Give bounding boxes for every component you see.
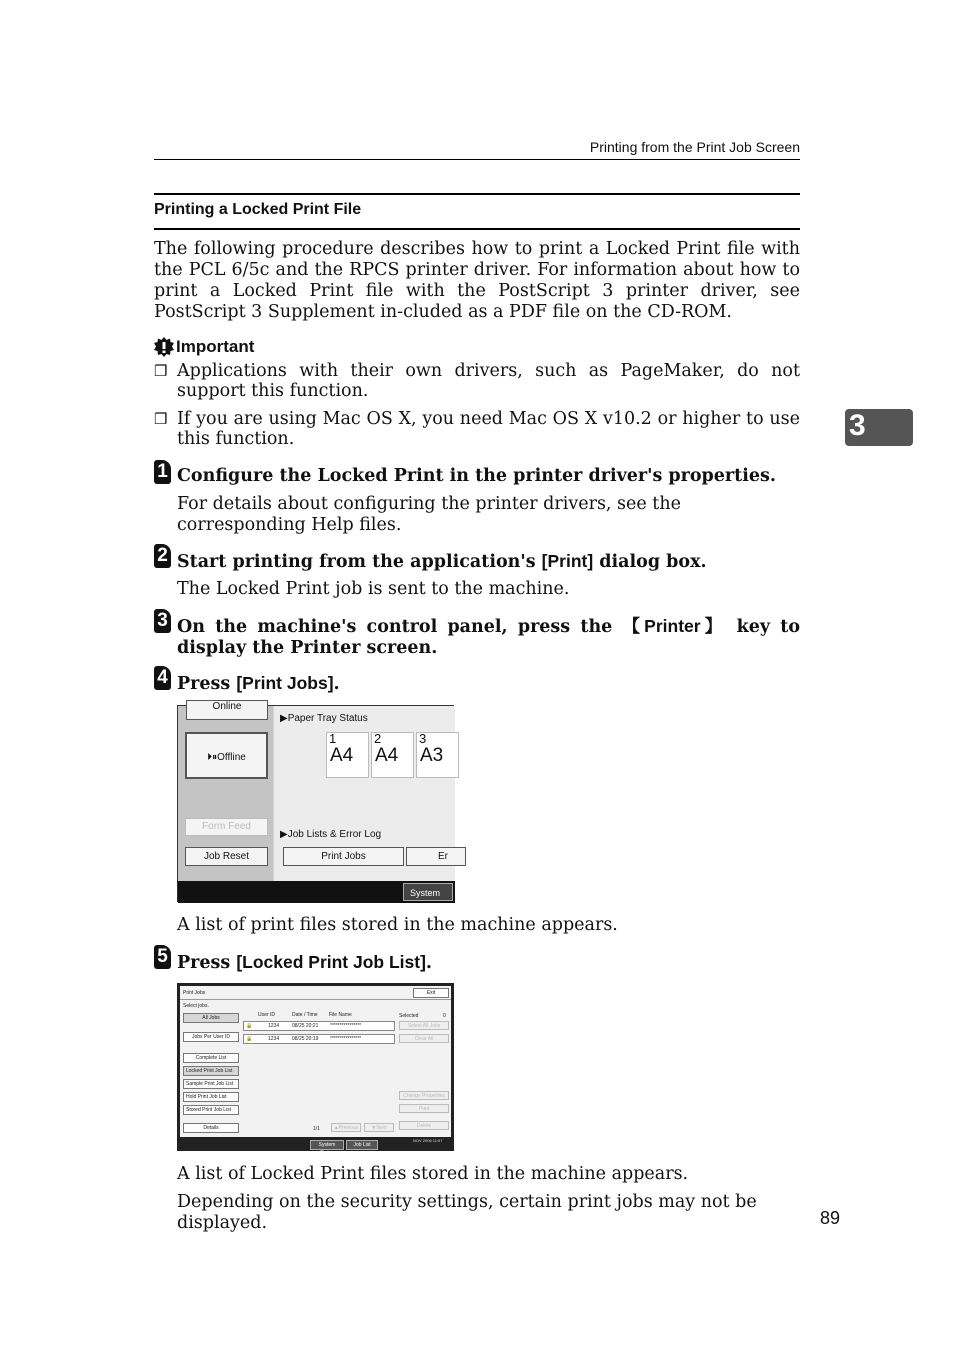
next-button[interactable]: ▼Next	[364, 1123, 394, 1132]
form-feed-button[interactable]: Form Feed	[185, 818, 268, 836]
bullet-text: If you are using Mac OS X, you need Mac OS X v10.2 or higher to use this function.	[177, 409, 800, 449]
paper-tray-label: ▶Paper Tray Status	[280, 713, 368, 724]
paper-tray-3: 3 A3	[416, 732, 459, 778]
delete-button[interactable]: Delete	[399, 1121, 449, 1130]
step-number: 2	[154, 544, 171, 568]
running-head: Printing from the Print Job Screen	[589, 139, 800, 155]
job-reset-button[interactable]: Job Reset	[185, 847, 268, 866]
previous-button[interactable]: ▲Previous	[331, 1123, 361, 1132]
chapter-tab	[845, 409, 913, 446]
page-number: 89	[820, 1208, 841, 1228]
section-title: Printing a Locked Print File	[154, 201, 362, 218]
page-indicator: 1/1	[313, 1126, 320, 1132]
important-bullet	[154, 361, 800, 401]
paper-tray-1: 1 A4	[326, 732, 369, 778]
step-body: A list of Locked Print files stored in the machine appears.	[177, 1164, 689, 1184]
chapter-number: 3	[849, 409, 866, 442]
locked-print-job-list-button[interactable]: Locked Print Job List	[183, 1066, 239, 1076]
printer-screen-screenshot	[177, 701, 454, 916]
system-status-tab[interactable]: System Status	[310, 1140, 344, 1150]
error-log-button[interactable]: Er	[406, 847, 466, 866]
step-heading: Press [Locked Print Job List].	[177, 952, 433, 973]
lock-icon: 🔒	[246, 1023, 253, 1029]
title-divider	[180, 999, 451, 1000]
key-name: [Print Jobs]	[236, 673, 334, 693]
step-heading: On the machine's control panel, press the 【Printer】 key to display the Printer screen.	[177, 616, 800, 658]
step-number: 5	[154, 945, 171, 969]
sample-print-job-list-button[interactable]: Sample Print Job List	[183, 1079, 239, 1089]
section-top-rule	[154, 193, 800, 195]
step-body: A list of print files stored in the machine appears.	[177, 915, 618, 935]
stored-print-job-list-button[interactable]: Stored Print Job List	[183, 1105, 239, 1115]
file-name-header: File Name	[329, 1012, 352, 1018]
print-jobs-screenshot	[177, 983, 454, 1156]
section-bottom-rule	[154, 228, 800, 230]
select-all-jobs-button[interactable]: Select All Jobs	[399, 1021, 449, 1030]
checkbox-bullet-icon: ❒	[154, 362, 168, 380]
step-number: 3	[154, 609, 171, 633]
step-number: 1	[154, 460, 171, 484]
screen-title: Print Jobs	[183, 990, 206, 996]
step-body: For details about configuring the printer drivers, see the corresponding Help files.	[177, 494, 681, 535]
important-bullet	[154, 409, 800, 449]
hold-print-job-list-button[interactable]: Hold Print Job List	[183, 1092, 239, 1102]
print-jobs-button[interactable]: Print Jobs	[283, 847, 404, 866]
table-row[interactable]: 🔒 1234 08/25 20:19 ****************	[243, 1034, 395, 1044]
important-heading	[154, 337, 254, 357]
step-heading: Start printing from the application's [Print] dialog box.	[177, 551, 707, 572]
bullet-text: Applications with their own drivers, such as PageMaker, do not support this function.	[177, 361, 800, 401]
print-button[interactable]: Print	[399, 1104, 449, 1113]
important-icon	[154, 337, 174, 357]
offline-button[interactable]: ⏵⏸Offline	[185, 732, 268, 779]
key-name: [Print]	[541, 551, 594, 571]
table-row[interactable]: 🔒 1234 08/25 20:21 ****************	[243, 1021, 395, 1031]
key-name: [Locked Print Job List]	[236, 952, 426, 972]
checkbox-bullet-icon: ❒	[154, 410, 168, 428]
date-time-header: Date / Time	[292, 1012, 318, 1018]
system-status-button[interactable]: System Statu	[403, 883, 453, 901]
datetime-readout: NOV 2006 11:57	[413, 1138, 443, 1143]
clear-all-button[interactable]: Clear All	[399, 1034, 449, 1043]
important-label: Important	[176, 337, 255, 356]
step-heading: Press [Print Jobs].	[177, 673, 340, 694]
key-name: 【Printer】	[622, 616, 727, 636]
step-body: Depending on the security settings, certain print jobs may not be displayed.	[177, 1192, 757, 1233]
online-button[interactable]: Online	[186, 700, 268, 720]
job-list-tab[interactable]: Job List	[346, 1140, 378, 1150]
header-rule	[154, 159, 800, 160]
lock-icon: 🔒	[246, 1036, 253, 1042]
selected-count: 0	[443, 1013, 446, 1019]
select-jobs-text: Select jobs.	[183, 1003, 209, 1009]
all-jobs-button[interactable]: All Jobs	[183, 1013, 239, 1023]
intro-paragraph: The following procedure describes how to print a Locked Print file with the PCL 6/5c and the RPCS printer driver. For information about how to print a Locked Print file with the PostScript 3 printer driver, see PostScript 3 Supplement in-cluded as a PDF file on the CD-ROM.	[154, 239, 800, 322]
job-lists-label: ▶Job Lists & Error Log	[280, 829, 382, 840]
selected-label: Selected	[399, 1013, 419, 1019]
complete-list-button[interactable]: Complete List	[183, 1053, 239, 1063]
paper-tray-2: 2 A4	[371, 732, 414, 778]
step-body: The Locked Print job is sent to the machine.	[177, 579, 570, 599]
step-number: 4	[154, 666, 171, 690]
change-properties-button[interactable]: Change Properties	[399, 1091, 449, 1100]
details-button[interactable]: Details	[183, 1123, 239, 1133]
step-heading: Configure the Locked Print in the printer driver's properties.	[177, 466, 776, 486]
user-id-header: User ID	[258, 1012, 275, 1018]
exit-button[interactable]: Exit	[413, 988, 449, 998]
jobs-per-user-button[interactable]: Jobs Per User ID	[183, 1032, 239, 1042]
